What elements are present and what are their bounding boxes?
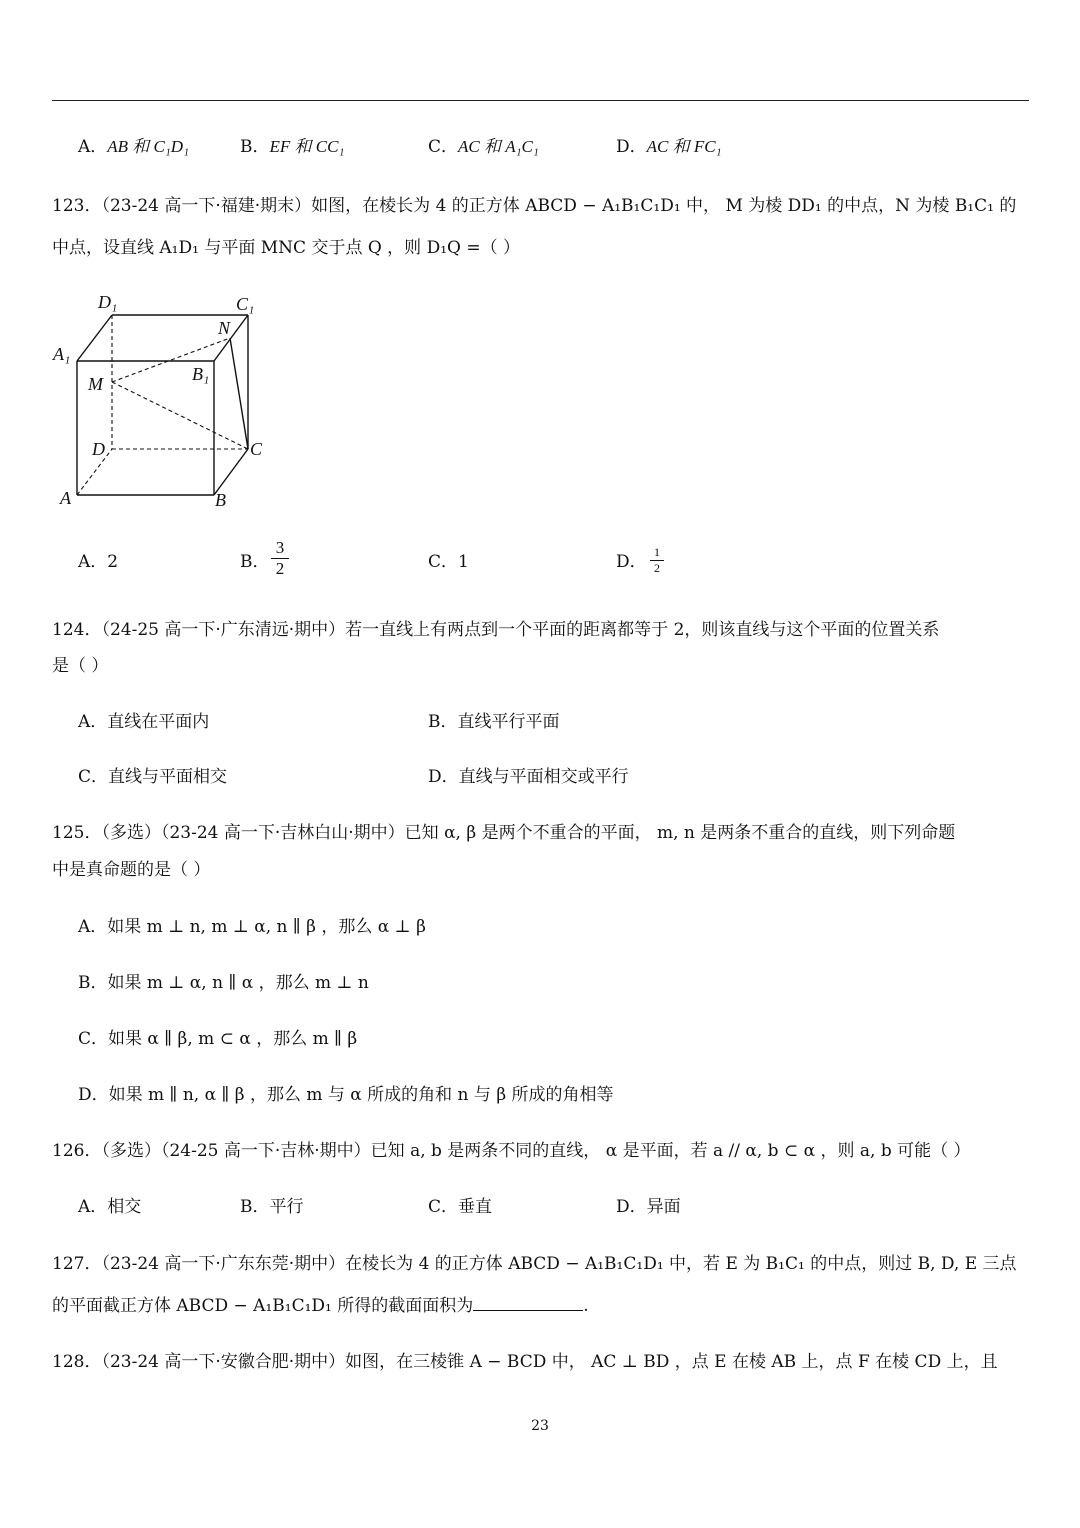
- label-a: A: [60, 488, 71, 508]
- q127-stem-line2: 的平面截正方体 ABCD − A₁B₁C₁D₁ 所得的截面面积为 .: [52, 1296, 589, 1316]
- segment-m-c: [112, 382, 248, 449]
- q122-option-c: C．AC 和 A₁C₁: [428, 137, 539, 157]
- page-number: 23: [531, 1418, 549, 1434]
- q128-stem-line1: 128．（23-24 高一下·安徽合肥·期中）如图，在三棱锥 A − BCD 中， AC ⊥ BD ，点 E 在棱 AB 上，点 F 在棱 CD 上，且: [52, 1352, 998, 1372]
- label-m: M: [88, 374, 103, 394]
- q127-answer-blank: [473, 1294, 583, 1311]
- label-a1: A₁: [53, 344, 71, 364]
- q126-stem-line1: 126．（多选）（24-25 高一下·吉林·期中）已知 a, b 是两条不同的直线， α 是平面，若 a // α, b ⊂ α ，则 a, b 可能（ ）: [52, 1141, 971, 1161]
- q124-option-d: D．直线与平面相交或平行: [428, 767, 629, 787]
- q126-option-c: C．垂直: [428, 1197, 493, 1217]
- q125-option-d: D．如果 m ∥ n, α ∥ β ，那么 m 与 α 所成的角和 n 与 β 所成的角相等: [78, 1085, 614, 1105]
- q124-stem-line1: 124．（24-25 高一下·广东清远·期中）若一直线上有两点到一个平面的距离都等于 2，则该直线与这个平面的位置关系: [52, 620, 940, 640]
- q123-option-a: A．2: [78, 552, 119, 572]
- q124-stem-line2: 是（ ）: [52, 656, 109, 676]
- edge-b-c: [214, 449, 248, 495]
- label-d1: D₁: [98, 292, 118, 312]
- q122-option-d: D．AC 和 FC₁: [616, 137, 722, 157]
- q125-option-b: B．如果 m ⊥ α, n ∥ α ，那么 m ⊥ n: [78, 973, 369, 993]
- q123-option-b-fraction: 3 2: [271, 538, 289, 579]
- segment-m-n: [112, 338, 230, 382]
- q124-option-a: A．直线在平面内: [78, 712, 210, 732]
- label-c: C: [250, 439, 263, 459]
- q123-option-d-fraction: 1 2: [650, 545, 664, 576]
- q123-stem-line2: 中点，设直线 A₁D₁ 与平面 MNC 交于点 Q ，则 D₁Q =（ ）: [52, 238, 521, 258]
- q125-option-c: C．如果 α ∥ β, m ⊂ α ，那么 m ∥ β: [78, 1029, 358, 1049]
- segment-n-c: [230, 338, 248, 449]
- label-c1: C₁: [236, 294, 255, 314]
- q123-stem-line1: 123．（23-24 高一下·福建·期末）如图，在棱长为 4 的正方体 ABCD − A₁B₁C₁D₁ 中， M 为棱 DD₁ 的中点，N 为棱 B₁C₁ 的: [52, 196, 1017, 216]
- q127-stem-line1: 127．（23-24 高一下·广东东莞·期中）在棱长为 4 的正方体 ABCD − A₁B₁C₁D₁ 中，若 E 为 B₁C₁ 的中点，则过 B, D, E 三点: [52, 1254, 1017, 1274]
- q123-option-c: C．1: [428, 552, 469, 572]
- q122-option-b: B．EF 和 CC₁: [240, 137, 345, 157]
- q126-option-a: A．相交: [78, 1197, 142, 1217]
- cube-figure: [50, 290, 280, 515]
- label-n: N: [218, 318, 231, 338]
- q126-option-d: D．异面: [616, 1197, 681, 1217]
- q123-option-d-label: D．: [616, 552, 647, 572]
- label-b: B: [215, 490, 226, 510]
- q125-option-a: A．如果 m ⊥ n, m ⊥ α, n ∥ β ，那么 α ⊥ β: [78, 917, 426, 937]
- label-b1: B₁: [192, 364, 210, 384]
- label-d: D: [92, 439, 105, 459]
- header-rule: [52, 100, 1029, 101]
- q125-stem-line1: 125．（多选）（23-24 高一下·吉林白山·期中）已知 α, β 是两个不重合的平面， m, n 是两条不重合的直线，则下列命题: [52, 823, 956, 843]
- q124-option-c: C．直线与平面相交: [78, 767, 228, 787]
- q122-option-a: A．AB 和 C₁D₁: [78, 137, 189, 157]
- q124-option-b: B．直线平行平面: [428, 712, 560, 732]
- q126-option-b: B．平行: [240, 1197, 304, 1217]
- q123-option-b-label: B．: [240, 552, 270, 572]
- edge-a1-d1: [77, 315, 112, 361]
- q125-stem-line2: 中是真命题的是（ ）: [52, 860, 211, 880]
